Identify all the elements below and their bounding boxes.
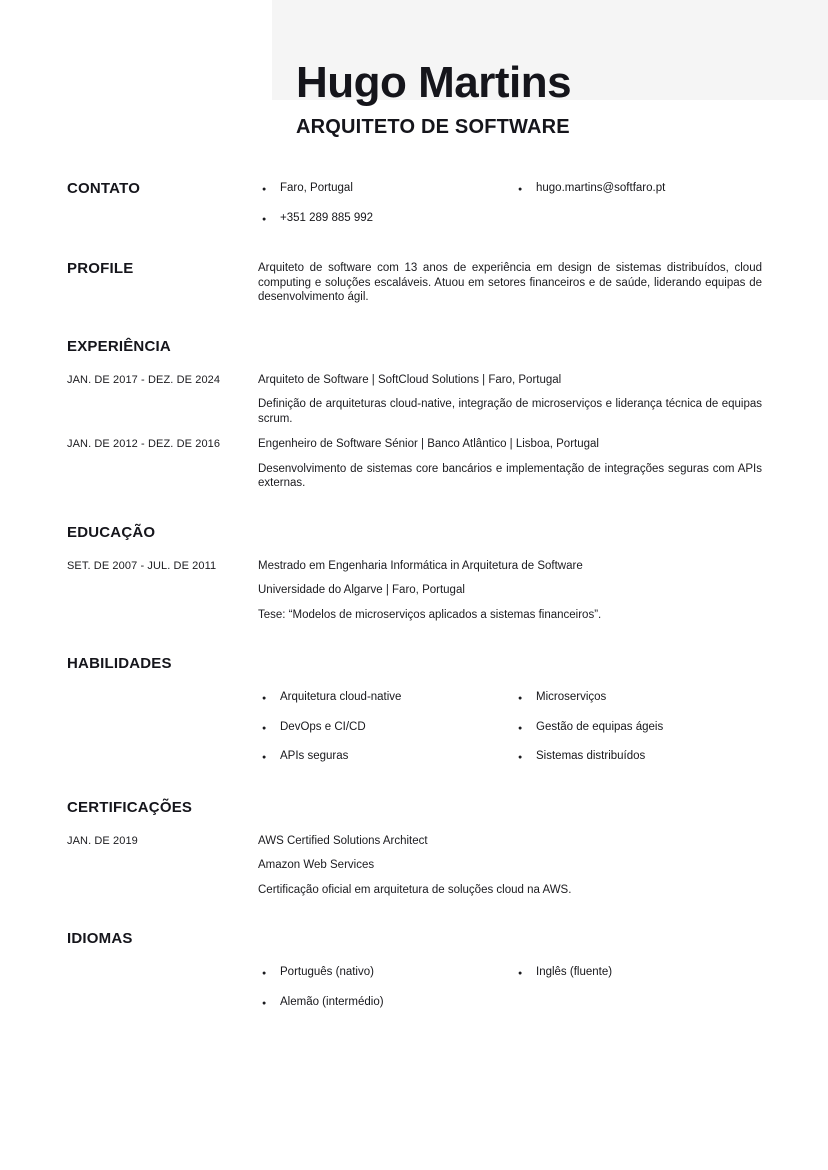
section-experience	[67, 338, 762, 491]
language-text: Alemão (intermédio)	[280, 995, 384, 1008]
language-text: Inglês (fluente)	[536, 966, 613, 978]
section-skills	[67, 655, 762, 766]
language-text: Português (nativo)	[280, 966, 374, 978]
bullet-icon: ●	[262, 186, 267, 193]
education-date: SET. DE 2007 - JUL. DE 2011	[67, 559, 217, 572]
bullet-icon: ●	[518, 695, 523, 702]
certification-description: Certificação oficial em arquitetura de soluções cloud na AWS.	[258, 883, 572, 896]
person-job-title: ARQUITETO DE SOFTWARE	[296, 116, 570, 138]
bullet-icon: ●	[262, 999, 267, 1007]
section-heading-experience: EXPERIÊNCIA	[67, 337, 171, 355]
contact-item-location	[258, 181, 514, 198]
person-name: Hugo Martins	[296, 58, 572, 107]
experience-title: Arquiteto de Software | SoftCloud Solutions | Faro, Portugal	[258, 373, 562, 386]
certification-details	[258, 833, 762, 898]
skill-item	[258, 720, 514, 737]
contact-list-right	[514, 181, 762, 227]
resume-body	[0, 139, 828, 1011]
section-contact	[67, 180, 762, 227]
experience-entry	[67, 436, 762, 491]
education-thesis: Tese: “Modelos de microserviços aplicados a sistemas financeiros”.	[258, 608, 602, 621]
experience-date: JAN. DE 2012 - DEZ. DE 2016	[67, 438, 221, 450]
skill-item	[514, 720, 762, 737]
certification-issuer: Amazon Web Services	[258, 859, 375, 871]
language-item	[514, 965, 762, 982]
section-certifications	[67, 799, 762, 898]
bullet-icon: ●	[518, 970, 523, 977]
resume-header	[0, 0, 828, 139]
bullet-icon: ●	[262, 724, 267, 732]
bullet-icon: ●	[518, 186, 523, 193]
certification-date: JAN. DE 2019	[67, 834, 138, 847]
experience-description: Definição de arquiteturas cloud-native, integração de microserviços e liderança técnica de equipas scrum.	[258, 398, 762, 425]
contact-location-text: Faro, Portugal	[280, 182, 353, 194]
skill-item	[258, 749, 514, 766]
bullet-icon: ●	[262, 695, 267, 702]
experience-details	[258, 372, 762, 427]
contact-content	[258, 180, 762, 227]
language-item	[258, 965, 514, 982]
contact-list-left	[258, 181, 514, 227]
skill-item	[514, 749, 762, 766]
skills-content	[258, 689, 762, 766]
section-languages	[67, 930, 762, 1011]
languages-list-right	[514, 965, 762, 1011]
skill-text: Arquitetura cloud-native	[280, 691, 402, 703]
skill-item	[514, 690, 762, 707]
bullet-icon: ●	[262, 754, 267, 761]
skill-text: DevOps e CI/CD	[280, 720, 366, 733]
education-degree: Mestrado em Engenharia Informática in Arquitetura de Software	[258, 559, 583, 572]
skill-text: Microserviços	[536, 691, 607, 703]
experience-description: Desenvolvimento de sistemas core bancários e implementação de integrações seguras com APIs externas.	[258, 462, 762, 489]
skill-text: Gestão de equipas ágeis	[536, 720, 664, 733]
contact-item-email	[514, 181, 762, 198]
bullet-icon: ●	[518, 724, 523, 732]
education-school: Universidade do Algarve | Faro, Portugal	[258, 584, 465, 596]
experience-title: Engenheiro de Software Sénior | Banco Atlântico | Lisboa, Portugal	[258, 438, 599, 450]
languages-list-left	[258, 965, 514, 1011]
profile-text: Arquiteto de software com 13 anos de experiência em design de sistemas distribuídos, cloud computing e soluções escaláveis. Atuou em setores financeiros e de saúde, liderando equipas de desenvolvimento ágil.	[258, 262, 762, 303]
bullet-icon: ●	[262, 215, 267, 223]
section-heading-profile: PROFILE	[67, 260, 134, 277]
experience-entry	[67, 372, 762, 427]
skill-text: APIs seguras	[280, 750, 349, 762]
education-entry	[67, 558, 762, 623]
section-heading-skills: HABILIDADES	[67, 655, 172, 672]
experience-date: JAN. DE 2017 - DEZ. DE 2024	[67, 373, 221, 386]
certification-entry	[67, 833, 762, 898]
languages-content	[258, 964, 762, 1011]
bullet-icon: ●	[262, 970, 267, 977]
skills-list-right	[514, 690, 762, 766]
skill-text: Sistemas distribuídos	[536, 750, 646, 762]
education-details	[258, 558, 762, 623]
section-heading-languages: IDIOMAS	[67, 930, 133, 947]
skill-item	[258, 690, 514, 707]
contact-email-text: hugo.martins@softfaro.pt	[536, 182, 666, 194]
contact-phone-text: +351 289 885 992	[280, 211, 374, 224]
contact-item-phone	[258, 211, 514, 228]
certification-title: AWS Certified Solutions Architect	[258, 834, 428, 847]
section-profile	[67, 260, 762, 305]
language-item	[258, 995, 514, 1012]
section-heading-contact: CONTATO	[67, 180, 141, 197]
bullet-icon: ●	[518, 754, 523, 761]
section-education	[67, 524, 762, 623]
experience-details	[258, 436, 762, 491]
section-heading-education: EDUCAÇÃO	[67, 523, 156, 541]
skills-list-left	[258, 690, 514, 766]
section-heading-certifications: CERTIFICAÇÕES	[67, 798, 193, 816]
